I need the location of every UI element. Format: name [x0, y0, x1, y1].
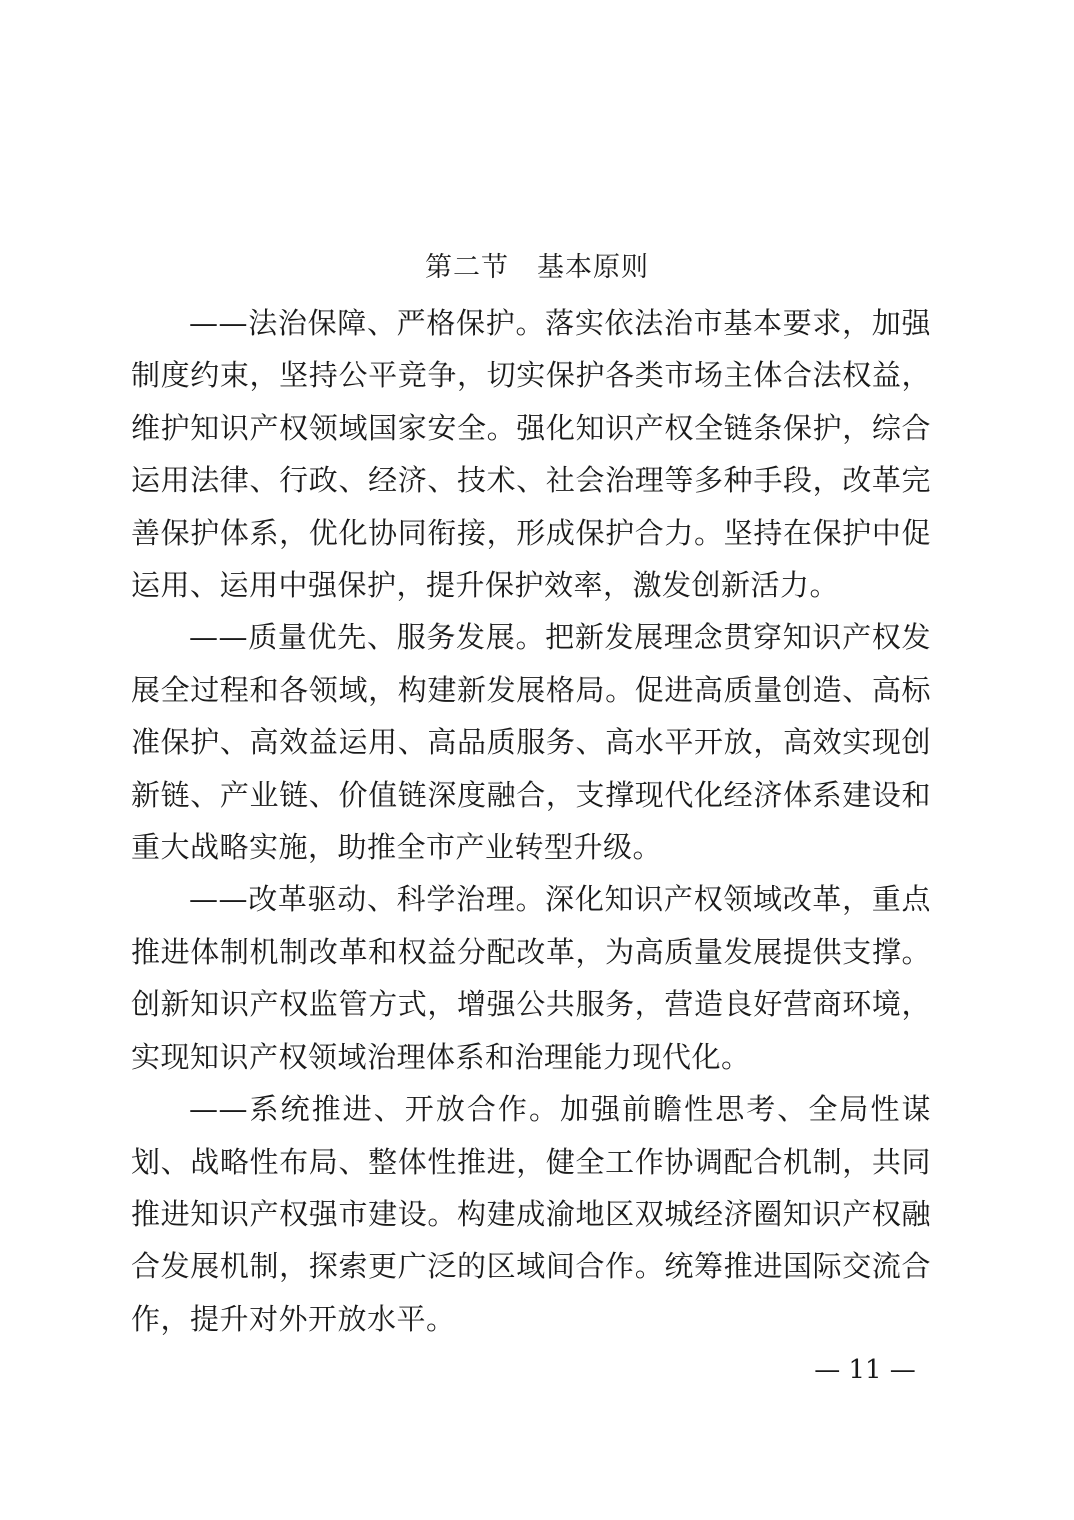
paragraph-quality-first: ——质量优先、服务发展。把新发展理念贯穿知识产权发展全过程和各领域，构建新发展格局。促进高质量创造、高标准保护、高效益运用、高品质服务、高水平开放，高效实现创新链、产业链、价值链深度融合，支撑现代化经济体系建设和重大战略实施，助推全市产业转型升级。 [131, 620, 931, 865]
section-title: 第二节 基本原则 [425, 252, 649, 283]
paragraph-reform-driven: ——改革驱动、科学治理。深化知识产权领域改革，重点推进体制机制改革和权益分配改革，为高质量发展提供支撑。创新知识产权监管方式，增强公共服务，营造良好营商环境，实现知识产权领域治理体系和治理能力现代化。 [131, 882, 931, 1074]
page-number: — 11 — [814, 1355, 916, 1385]
paragraph-systematic-opening: ——系统推进、开放合作。加强前瞻性思考、全局性谋划、战略性布局、整体性推进，健全工作协调配合机制，共同推进知识产权强市建设。构建成渝地区双城经济圈知识产权融合发展机制，探索更广泛的区域间合作。统筹推进国际交流合作，提升对外开放水平。 [131, 1092, 931, 1336]
paragraph-rule-of-law: ——法治保障、严格保护。落实依法治市基本要求，加强制度约束，坚持公平竞争，切实保护各类市场主体合法权益，维护知识产权领域国家安全。强化知识产权全链条保护，综合运用法律、行政、经济、技术、社会治理等多种手段，改革完善保护体系，优化协同衔接，形成保护合力。坚持在保护中促运用、运用中强保护，提升保护效率，激发创新活力。 [131, 306, 931, 603]
body-text [131, 297, 931, 1345]
